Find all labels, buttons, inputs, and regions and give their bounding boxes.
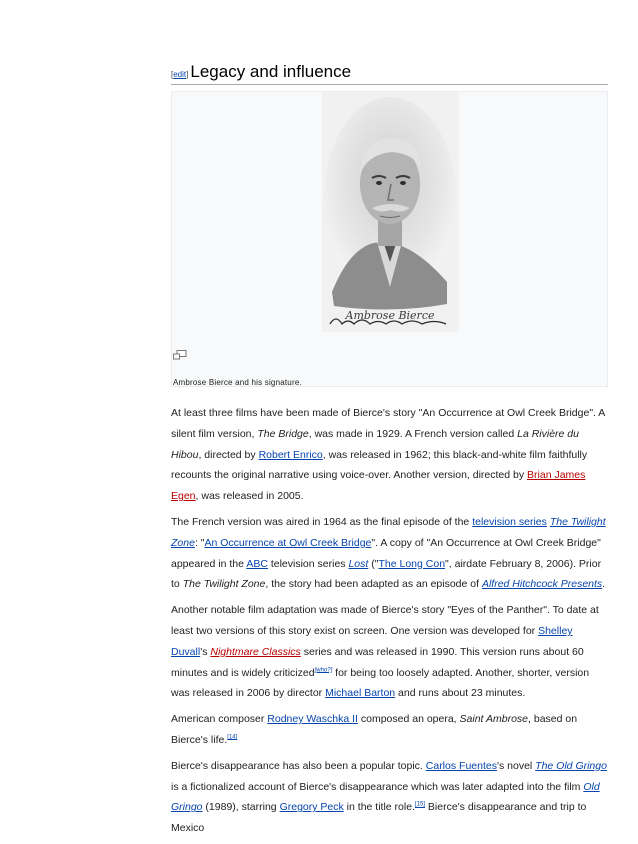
- text: , based on Bierce's life.: [171, 713, 578, 746]
- series-title: The Twilight Zone: [182, 578, 266, 591]
- text: , directed by: [198, 448, 259, 461]
- text: Bierce's disappearance and trip to Mexico: [171, 801, 587, 835]
- text: : ": [194, 536, 205, 549]
- link-lost[interactable]: Lost: [348, 557, 369, 570]
- text: ". A copy of "An Occurrence at Owl Creek Bridge" appeared in the: [171, 536, 601, 570]
- link-brian-james-egen[interactable]: Brian James Egen: [171, 469, 586, 503]
- portrait-image[interactable]: [322, 92, 459, 332]
- text: (": [368, 557, 379, 570]
- link-robert-enrico[interactable]: Robert Enrico: [258, 448, 323, 461]
- text: in the title role.: [343, 801, 415, 814]
- text: , was made in 1929. A French version called: [308, 427, 518, 440]
- section-heading: [171, 56, 608, 85]
- link-old-gringo-film[interactable]: Old Gringo: [171, 780, 600, 814]
- link-gregory-peck[interactable]: Gregory Peck: [279, 801, 344, 814]
- text: composed an opera,: [357, 713, 460, 726]
- text: is a fictionalized account of Bierce's disappearance which was later adapted into the film: [171, 780, 584, 793]
- link-shelley-duvall[interactable]: Shelley Duvall: [171, 624, 573, 658]
- article-section: [171, 0, 608, 844]
- text: 's: [200, 645, 211, 658]
- link-nightmare-classics[interactable]: Nightmare Classics: [210, 645, 301, 658]
- text: , the story had been adapted as an episode of: [265, 578, 482, 591]
- section-title: Legacy and influence: [190, 62, 352, 81]
- text: Bierce's disappearance has also been a popular topic.: [171, 759, 426, 772]
- film-title: La Rivière du Hibou: [171, 427, 579, 461]
- figure-thumbnail: [171, 91, 608, 387]
- text: series and was released in 1990. This version runs about 60 minutes and is widely criticized: [171, 645, 584, 679]
- paragraph: [171, 512, 608, 595]
- text: At least three films have been made of Bierce's story "An Occurrence at Owl Creek Bridge". A silent film version,: [171, 407, 605, 440]
- text: The French version was aired in 1964 as the final episode of the: [171, 515, 473, 528]
- paragraph: [171, 756, 608, 839]
- link-the-long-con[interactable]: The Long Con: [378, 557, 446, 570]
- film-title: The Bridge: [257, 427, 309, 440]
- link-owl-creek-episode[interactable]: An Occurrence at Owl Creek Bridge: [204, 536, 372, 549]
- signature-text: Ambrose Bierce: [345, 309, 435, 322]
- text: , was released in 1962; this black-and-white film faithfully recounts the original narrative using voice-over. Another version, directed by: [171, 448, 588, 482]
- link-michael-barton[interactable]: Michael Barton: [325, 687, 396, 700]
- text: .: [602, 578, 606, 591]
- text: (1989), starring: [202, 801, 280, 814]
- link-carlos-fuentes[interactable]: Carlos Fuentes: [425, 759, 497, 772]
- citation-needed-link[interactable]: [who?]: [314, 667, 333, 674]
- edit-section-link[interactable]: edit: [173, 70, 187, 79]
- text: American composer: [171, 713, 268, 726]
- text: 's novel: [496, 759, 536, 772]
- link-television-series[interactable]: television series: [472, 515, 547, 528]
- text: for being too loosely adapted. Another, shorter, version was released in 2006 by director: [171, 666, 590, 700]
- magnify-clip-icon[interactable]: [173, 350, 187, 360]
- opera-title: Saint Ambrose: [459, 713, 529, 726]
- figure-caption: Ambrose Bierce and his signature.: [173, 378, 302, 387]
- edit-bracket-open: [: [171, 70, 174, 79]
- paragraph: [171, 600, 608, 704]
- citation-link[interactable]: [15]: [414, 801, 425, 808]
- link-the-old-gringo[interactable]: The Old Gringo: [535, 759, 607, 772]
- text: , was released in 2005.: [195, 490, 304, 503]
- text: Another notable film adaptation was made of Bierce's story "Eyes of the Panther". To date at least two versions of this story exist on screen. One version was developed for: [171, 604, 599, 637]
- link-the-twilight-zone[interactable]: The Twilight Zone: [171, 515, 606, 549]
- paragraph: [171, 709, 608, 751]
- paragraph: [171, 403, 608, 507]
- citation-link[interactable]: [14]: [227, 734, 238, 741]
- article-body: [171, 403, 608, 839]
- text: and runs about 23 minutes.: [395, 687, 526, 700]
- link-alfred-hitchcock-presents[interactable]: Alfred Hitchcock Presents: [481, 578, 603, 591]
- link-abc[interactable]: ABC: [246, 557, 268, 570]
- text: ", airdate February 8, 2006). Prior to: [171, 557, 602, 591]
- text: television series: [267, 557, 349, 570]
- edit-bracket-close: ]: [186, 70, 189, 79]
- link-rodney-waschka[interactable]: Rodney Waschka II: [267, 713, 358, 726]
